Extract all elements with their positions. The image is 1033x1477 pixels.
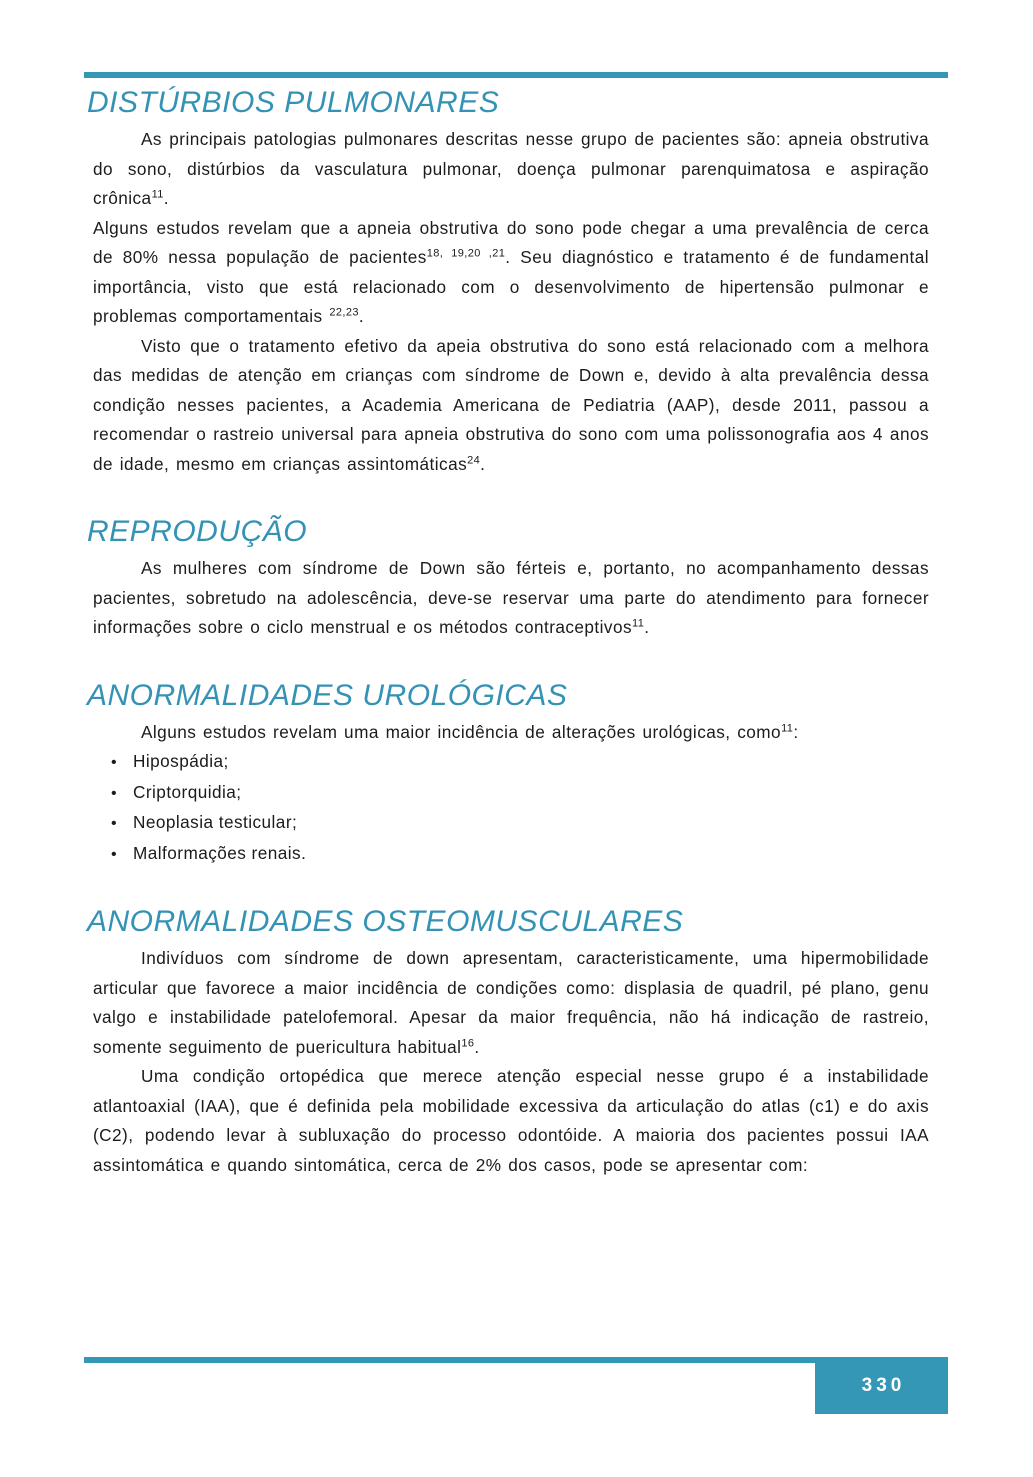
paragraph xyxy=(93,125,929,214)
list-item xyxy=(111,778,929,809)
section-disturbios-pulmonares xyxy=(87,86,929,479)
paragraph-text: Alguns estudos revelam uma maior incidência de alterações urológicas, como xyxy=(141,721,782,742)
paragraph-text: As principais patologias pulmonares descritas nesse grupo de pacientes são: apneia obstrutiva do sono, distúrbios da vasculatura pulmonar, doença pulmonar parenquimatosa e aspiração crônica xyxy=(93,129,929,208)
paragraph xyxy=(93,332,929,480)
list-item-label: Malformações renais. xyxy=(133,842,307,863)
bullet-icon: • xyxy=(111,815,118,832)
urological-abnormalities-list xyxy=(93,747,929,869)
bullet-icon: • xyxy=(111,754,118,771)
list-item xyxy=(111,839,929,870)
list-item xyxy=(111,808,929,839)
page-content xyxy=(87,86,929,1180)
paragraph-text: : xyxy=(793,721,799,742)
list-item xyxy=(111,747,929,778)
section-reproducao xyxy=(87,515,929,643)
paragraph xyxy=(93,554,929,643)
paragraph-text: . xyxy=(474,1036,480,1057)
section-heading: REPRODUÇÃO xyxy=(87,515,308,548)
section-anormalidades-urologicas xyxy=(87,678,929,870)
paragraph-text: . xyxy=(480,453,486,474)
list-item-label: Hipospádia; xyxy=(133,751,229,771)
bullet-icon: • xyxy=(111,784,118,802)
superscript-reference: 24 xyxy=(467,453,481,466)
bottom-divider xyxy=(84,1357,815,1363)
top-divider xyxy=(84,72,948,78)
paragraph xyxy=(93,718,929,748)
section-anormalidades-osteomusculares xyxy=(87,905,929,1180)
section-heading: ANORMALIDADES OSTEOMUSCULARES xyxy=(87,905,684,938)
superscript-reference: 11 xyxy=(151,188,164,201)
superscript-reference: 16 xyxy=(461,1036,475,1049)
superscript-reference: 11 xyxy=(632,617,645,630)
list-item-label: Criptorquidia; xyxy=(133,781,242,802)
paragraph-text: . xyxy=(163,188,170,208)
paragraph xyxy=(93,214,929,332)
section-heading: ANORMALIDADES UROLÓGICAS xyxy=(87,678,568,712)
page-number-box xyxy=(815,1357,948,1414)
page-number: 330 xyxy=(861,1374,906,1396)
superscript-reference: 11 xyxy=(781,721,794,734)
bullet-icon: • xyxy=(111,845,118,863)
paragraph-text: Visto que o tratamento efetivo da apeia obstrutiva do sono está relacionado com a melhora das medidas de atenção em crianças com síndrome de Down e, devido à alta prevalência dessa condição nesses pacientes, a Academia Americana de Pediatria (AAP), desde 2011, passou a recomendar o rastreio universal para apneia obstrutiva do sono com uma polissonografia aos 4 anos de idade, mesmo em crianças assintomáticas xyxy=(93,335,929,474)
superscript-reference: 18, 19,20 ,21 xyxy=(426,247,506,260)
superscript-reference: 22,23 xyxy=(329,306,359,319)
paragraph-text: . xyxy=(644,617,650,637)
paragraph-text: Uma condição ortopédica que merece atenção especial nesse grupo é a instabilidade atlantoaxial (IAA), que é definida pela mobilidade excessiva da articulação do atlas (c1) e do axis (C2), podendo levar à subluxação do processo odontóide. A maioria dos pacientes possui IAA assintomática e quando sintomática, cerca de 2% dos casos, pode se apresentar com: xyxy=(93,1066,929,1175)
paragraph-text: . Seu diagnóstico e tratamento é de fundamental importância, visto que está relacionado com o desenvolvimento de hipertensão pulmonar e problemas comportamentais xyxy=(93,247,929,326)
section-heading: DISTÚRBIOS PULMONARES xyxy=(87,86,500,119)
list-item-label: Neoplasia testicular; xyxy=(133,812,298,832)
paragraph-text: Alguns estudos revelam que a apneia obstrutiva do sono pode chegar a uma prevalência de cerca de 80% nessa população de pacientes xyxy=(93,217,929,267)
paragraph-text: . xyxy=(358,306,365,326)
paragraph xyxy=(93,1062,929,1180)
paragraph-text: Indivíduos com síndrome de down apresentam, caracteristicamente, uma hipermobilidade articular que favorece a maior incidência de condições como: displasia de quadril, pé plano, genu valgo e instabilidade patelofemoral. Apesar da maior frequência, não há indicação de rastreio, somente seguimento de puericultura habitual xyxy=(93,948,929,1057)
paragraph-text: As mulheres com síndrome de Down são férteis e, portanto, no acompanhamento dessas pacientes, sobretudo na adolescência, deve-se reservar uma parte do atendimento para fornecer informações sobre o ciclo menstrual e os métodos contraceptivos xyxy=(93,558,929,637)
paragraph xyxy=(93,944,929,1062)
